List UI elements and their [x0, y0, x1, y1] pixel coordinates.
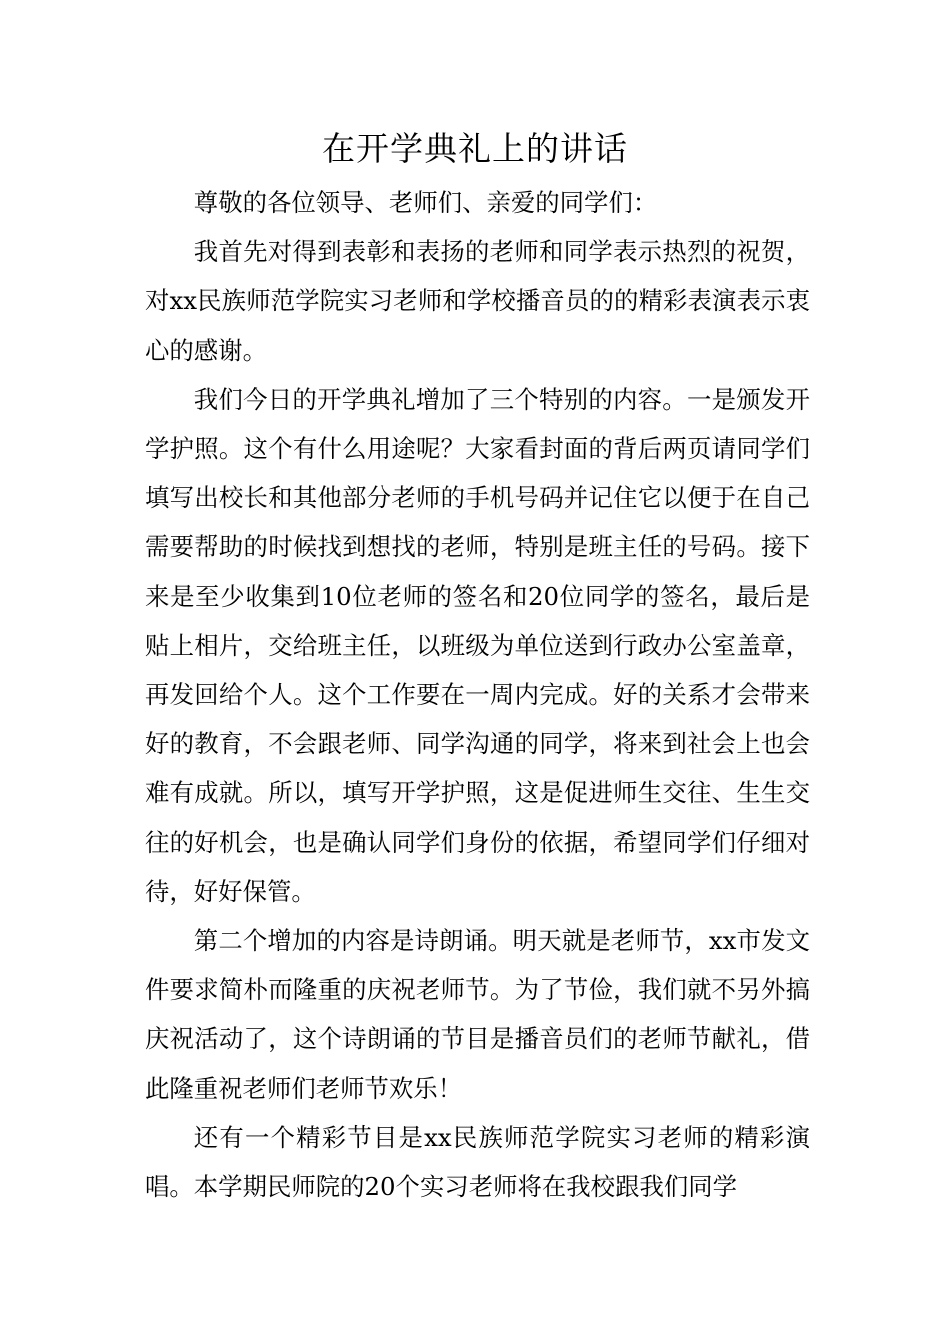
- paragraph-passport: 我们今日的开学典礼增加了三个特别的内容。一是颁发开学护照。这个有什么用途呢？大家看封面的背后两页请同学们填写出校长和其他部分老师的手机号码并记住它以便于在自己需要帮助的时候找到想找的老师，特别是班主任的号码。接下来是至少收集到10位老师的签名和20位同学的签名，最后是贴上相片，交给班主任，以班级为单位送到行政办公室盖章，再发回给个人。这个工作要在一周内完成。好的关系才会带来好的教育，不会跟老师、同学沟通的同学，将来到社会上也会难有成就。所以，填写开学护照，这是促进师生交往、生生交往的好机会，也是确认同学们身份的依据，希望同学们仔细对待，好好保管。: [145, 384, 810, 906]
- paragraph-salutation: 尊敬的各位领导、老师们、亲爱的同学们：: [193, 188, 658, 217]
- paragraph-thanks: 我首先对得到表彰和表扬的老师和同学表示热烈的祝贺，对xx民族师范学院实习老师和学校播音员的的精彩表演表示衷心的感谢。: [145, 237, 810, 365]
- document-body: [145, 178, 810, 1211]
- document-title: 在开学典礼上的讲话: [322, 129, 628, 168]
- paragraph-singing: 还有一个精彩节目是xx民族师范学院实习老师的精彩演唱。本学期民师院的20个实习老师将在我校跟我们同学: [145, 1122, 810, 1202]
- paragraph-poetry: 第二个增加的内容是诗朗诵。明天就是老师节，xx市发文件要求简朴而隆重的庆祝老师节。为了节俭，我们就不另外搞庆祝活动了，这个诗朗诵的节目是播音员们的老师节献礼，借此隆重祝老师们老师节欢乐！: [145, 926, 810, 1103]
